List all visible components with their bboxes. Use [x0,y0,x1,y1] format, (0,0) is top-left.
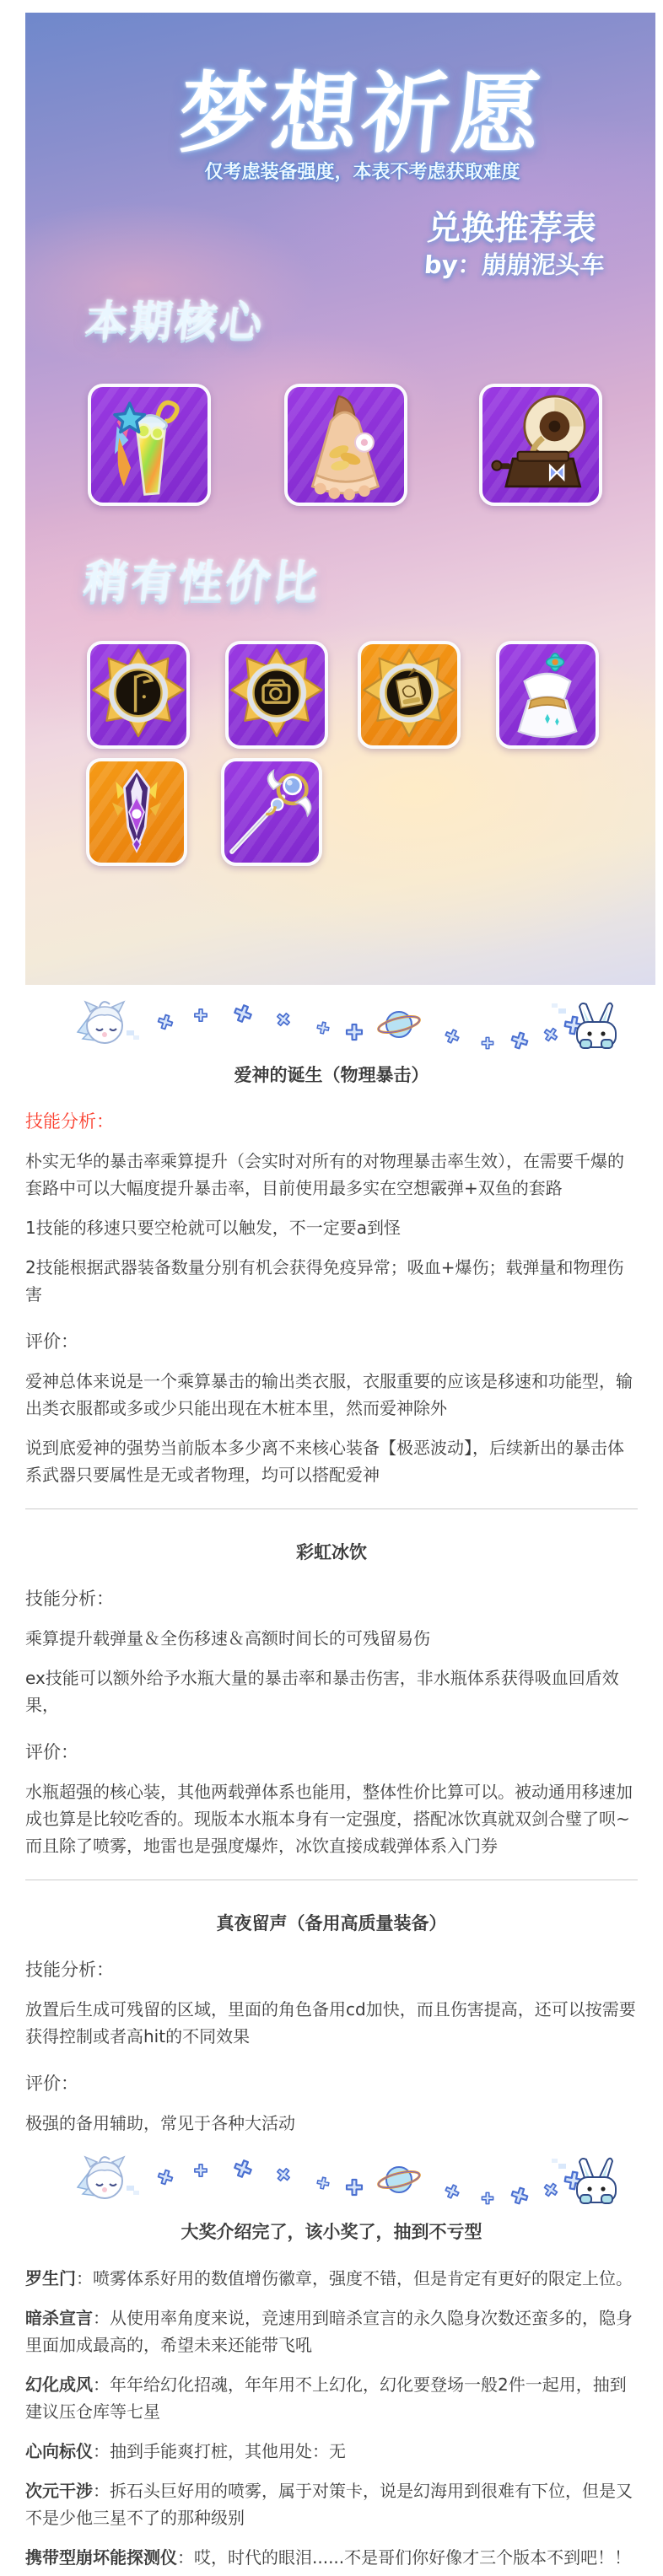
banner-subtitle: 仅考虑装备强度，本表不考虑获取难度 [204,162,520,183]
minor-item-label: 次元干涉 [25,2481,93,2501]
skill-analysis-label: 技能分析： [25,1960,114,1980]
gramophone-icon [482,387,599,503]
value-section-heading: 稍有性价比 [81,557,323,608]
paragraph: 说到底爱神的强势当前版本多少离不来核心装备【极恶波动】，后续新出的暴击体系武器只要属性是无或者物理，均可以搭配爱神 [25,1438,624,1485]
section-heading-rainbow-drink: 彩虹冰饮 [296,1542,367,1562]
minor-item-text: ：年年给幻化招魂，年年用不上幻化，幻化要登场一般2件一起用，抽到建议压仓库等七星 [25,2374,627,2422]
item-card-gramophone [479,384,602,506]
minor-item-label: 暗杀宣言 [25,2308,93,2328]
minor-prizes-heading: 大奖介绍完了，该小奖了，抽到不亏型 [181,2222,482,2242]
minor-item-text: ：拆石头巨好用的喷雾，属于对策卡，说是幻海用到很难有下位，但是又不是少他三星不了的那种级别 [25,2481,633,2528]
core-section-heading: 本期核心 [83,297,267,346]
minor-item-label: 携带型崩坏能探测仪 [25,2547,177,2568]
gold-badge-camera-icon [229,644,325,745]
paragraph: 爱神总体来说是一个乘算暴击的输出类衣服，衣服重要的应该是移速和功能型，输出类衣服都或多或少只能出现在木桩本里，然而爱神除外 [25,1371,633,1418]
paragraph: 1技能的移速只要空枪就可以触发，不一定要a到怪 [25,1218,401,1238]
sparkle-divider [74,997,618,1052]
exchange-table-label: 兑换推荐表 [426,209,598,248]
banner-image [25,13,655,985]
evaluation-label: 评价： [25,1331,78,1352]
minor-item [25,2265,638,2292]
paragraph: 极强的备用辅助，常见于各种大活动 [25,2113,295,2133]
gold-badge-scythe-icon [90,644,186,745]
skill-analysis-label: 技能分析： [25,1111,114,1132]
paragraph: 乘算提升载弹量＆全伤移速＆高额时间长的可残留易伤 [25,1628,430,1648]
minor-item-label: 罗生门 [25,2268,76,2288]
rainbow-drink-icon [91,387,208,503]
paragraph: 朴实无华的暴击率乘算提升（会实时对所有的对物理暴击率生效），在需要千爆的套路中可以大幅度提升暴击率，目前使用最多实在空想霰弹+双鱼的套路 [25,1151,624,1198]
minor-item-text: ：从使用率角度来说，竞速用到暗杀宣言的永久隐身次数还蛮多的，隐身里面加成最高的，希望未来还能带飞吼 [25,2308,633,2355]
paragraph: 2技能根据武器装备数量分别有机会获得免疫异常；吸血+爆伤；载弹量和物理伤害 [25,1257,624,1304]
article-content [0,1062,663,2137]
section-heading-midnight-phonograph: 真夜留声（备用高质量装备） [216,1913,447,1933]
minor-item-text: ：抽到手能爽打桩，其他用处：无 [93,2441,346,2461]
minor-item [25,2544,638,2571]
angel-staff-icon [224,761,319,863]
item-card-purple-emblem [86,758,187,866]
item-card-gown [284,384,407,506]
minor-item [25,2438,638,2465]
item-card-angel-staff [221,758,322,866]
page [0,13,663,2571]
section-divider [25,1508,638,1509]
banner-title: 梦想祈愿 [175,62,549,165]
skill-analysis-label: 技能分析： [25,1589,114,1609]
paragraph: 水瓶超强的核心装，其他两载弹体系也能用，整体性价比算可以。被动通用移速加成也算是比较吃香的。现版本水瓶本身有一定强度，搭配冰饮真就双剑合璧了呗~而且除了喷雾，地雷也是强度爆炸，冰饮直接成载弹体系入门券 [25,1782,633,1856]
minor-item [25,2304,638,2358]
paragraph: ex技能可以额外给予水瓶大量的暴击率和暴击伤害，非水瓶体系获得吸血回盾效果， [25,1668,619,1715]
peach-gown-icon [288,387,404,503]
white-outfit-icon [499,644,596,745]
gold-badge-wanted-icon [361,644,457,745]
evaluation-label: 评价： [25,1742,78,1762]
minor-item-label: 幻化成风 [25,2374,93,2395]
item-card-white-outfit [496,641,599,749]
sparkle-divider [74,2152,618,2208]
item-card-badge-scythe [87,641,190,749]
section-heading-cupid: 爱神的诞生（物理暴击） [234,1065,429,1085]
paragraph: 放置后生成可残留的区域，里面的角色备用cd加快，而且伤害提高，还可以按需要获得控制或者高hit的不同效果 [25,1999,636,2046]
minor-item-text: ：喷雾体系好用的数值增伤徽章，强度不错，但是肯定有更好的限定上位。 [76,2268,633,2288]
evaluation-label: 评价： [25,2073,78,2094]
item-card-badge-wanted [358,641,461,749]
minor-item-text: ：哎，时代的眼泪......不是哥们你好像才三个版本不到吧！！ [177,2547,632,2568]
purple-emblem-icon [89,761,184,863]
item-card-badge-camera [225,641,328,749]
minor-item-label: 心向标仪 [25,2441,93,2461]
author-byline: by：崩崩泥头车 [423,250,606,279]
minor-item [25,2371,638,2425]
minor-prizes-content [0,2219,663,2571]
minor-item [25,2477,638,2531]
item-card-rainbow-drink [88,384,211,506]
